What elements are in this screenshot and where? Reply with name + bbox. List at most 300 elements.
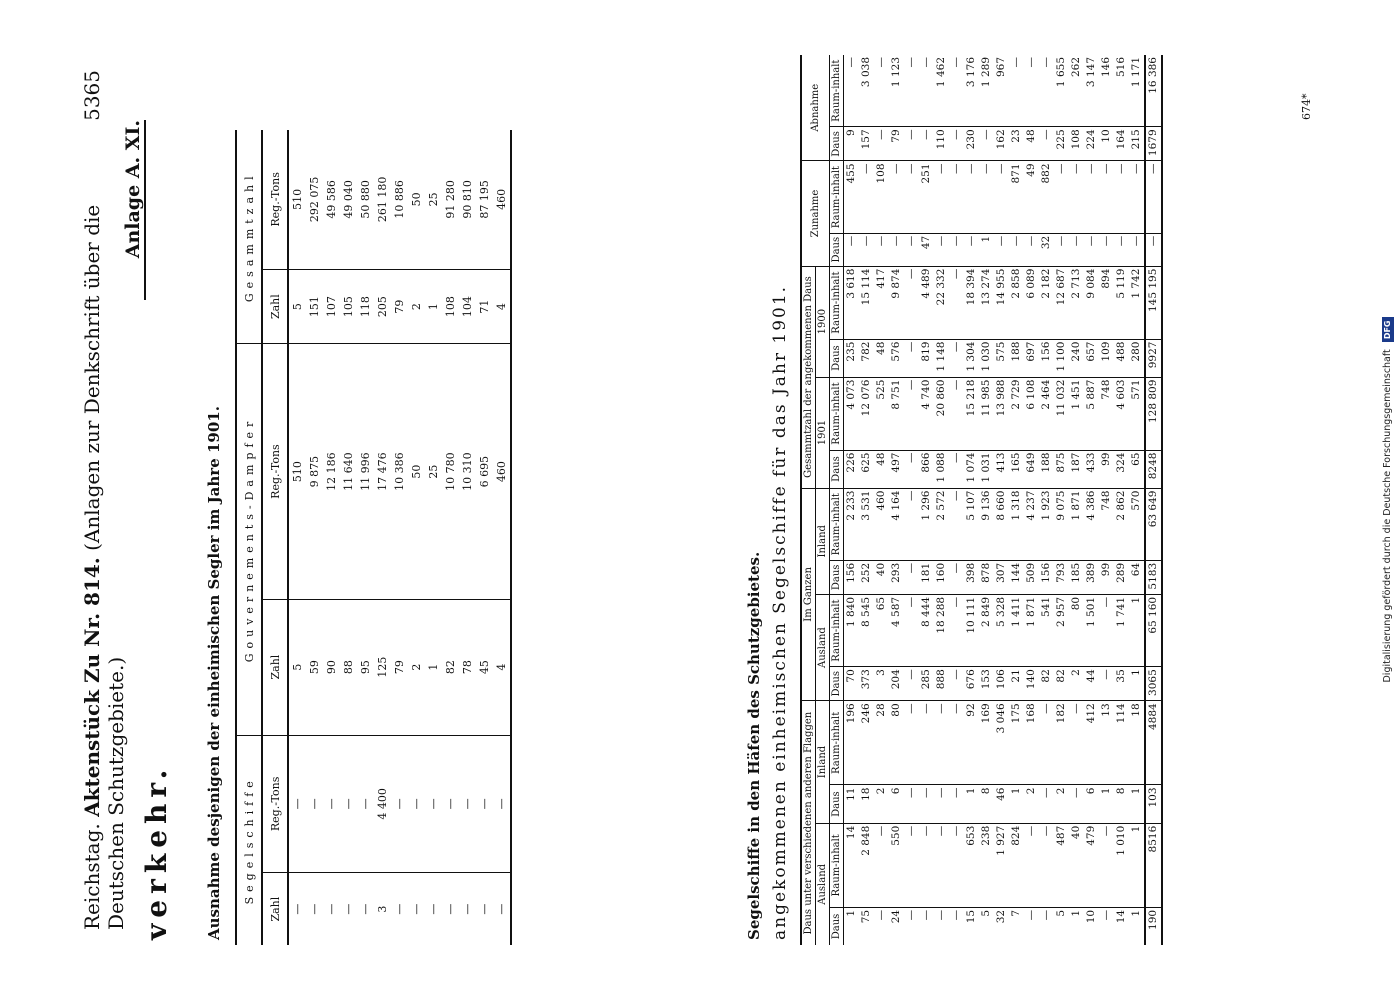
- table-cell: —: [493, 735, 511, 873]
- table-cell: 10 111: [964, 594, 979, 666]
- col-header: Raum-inhalt: [830, 377, 844, 450]
- table-cell: 389: [1084, 560, 1099, 594]
- col-header: Daus: [830, 127, 844, 161]
- table-cell: —: [934, 785, 949, 823]
- table-cell: —: [949, 701, 964, 785]
- table-cell: 398: [964, 560, 979, 594]
- table-cell: 289: [1114, 560, 1129, 594]
- table-cell: 967: [994, 55, 1009, 127]
- table-cell: 1 927: [994, 823, 1009, 907]
- table-cell: 9 875: [306, 344, 323, 599]
- table-cell: 3 038: [859, 55, 874, 127]
- table-cell: —: [1084, 161, 1099, 233]
- table-cell: 3 176: [964, 55, 979, 127]
- table-cell: 1 655: [1054, 55, 1069, 127]
- table-cell: 417: [874, 266, 889, 339]
- table-cell: 109: [1099, 339, 1114, 377]
- table-cell: —: [904, 823, 919, 907]
- table-cell: 175: [1009, 701, 1024, 785]
- table-cell: 1 088: [934, 450, 949, 488]
- table-cell: 541: [1039, 594, 1054, 666]
- table-cell: 215: [1129, 127, 1145, 161]
- table-cell: 20 860: [934, 377, 949, 450]
- table-cell: —: [904, 339, 919, 377]
- table-cell: —: [1099, 594, 1114, 666]
- table-cell: —: [874, 823, 889, 907]
- table-cell: 8 751: [889, 377, 904, 450]
- table-row: [994, 55, 1009, 945]
- table-cell: —: [1069, 785, 1084, 823]
- col-header: Daus: [830, 907, 844, 945]
- table-row: [425, 130, 442, 945]
- table-row: [323, 130, 340, 945]
- table-cell: —: [934, 233, 949, 266]
- table-cell: 8 660: [994, 488, 1009, 560]
- table-row: [874, 55, 889, 945]
- table-cell: 488: [1114, 339, 1129, 377]
- col-header: Daus: [830, 667, 844, 701]
- table-row: [374, 130, 391, 945]
- table-cell: —: [949, 823, 964, 907]
- table-cell: 18: [1129, 701, 1145, 785]
- table-cell: 433: [1084, 450, 1099, 488]
- group-header: Gesammtzahl der angekommenen Daus: [801, 266, 816, 488]
- table-cell: 871: [1009, 161, 1024, 233]
- table-cell: 1 100: [1054, 339, 1069, 377]
- table-cell: 162: [994, 127, 1009, 161]
- sub-header: 1901: [816, 377, 830, 488]
- table-cell: —: [994, 161, 1009, 233]
- table-cell: 5: [288, 269, 306, 344]
- table-cell: 91 280: [442, 130, 459, 269]
- table-cell: 10 310: [459, 344, 476, 599]
- col-header: Daus: [830, 339, 844, 377]
- table-cell: —: [904, 55, 919, 127]
- table-cell: 5: [1055, 909, 1067, 917]
- table-cell: 1: [1129, 667, 1145, 701]
- table-cell: 2 464: [1039, 377, 1054, 450]
- table-row: [1054, 55, 1069, 945]
- table-cell: 204: [889, 667, 904, 701]
- table-cell: 262: [1069, 55, 1084, 127]
- total-cell: 145 195: [1145, 266, 1162, 339]
- header-aktenstueck: Aktenstück Zu Nr. 814.: [80, 557, 104, 817]
- col-header: Raum-inhalt: [830, 823, 844, 907]
- total-cell: 128 809: [1145, 377, 1162, 450]
- table-cell: 455: [844, 161, 860, 233]
- table-cell: 3 618: [844, 266, 860, 339]
- table-cell: 324: [1114, 450, 1129, 488]
- table-cell: —: [874, 127, 889, 161]
- col-header: Raum-inhalt: [830, 594, 844, 666]
- table-cell: 188: [1039, 450, 1054, 488]
- table-cell: 169: [979, 701, 994, 785]
- table-cell: 460: [874, 488, 889, 560]
- table-cell: 460: [493, 130, 511, 269]
- table-cell: —: [1024, 55, 1039, 127]
- col-header: Raum-inhalt: [830, 488, 844, 560]
- table-cell: —: [1084, 233, 1099, 266]
- table-cell: 1 840: [844, 594, 860, 666]
- table-cell: 32: [995, 909, 1007, 924]
- table-cell: —: [495, 903, 508, 915]
- col-header: Daus: [830, 233, 844, 266]
- table-cell: 99: [1099, 450, 1114, 488]
- table-cell: —: [949, 560, 964, 594]
- table-row: [408, 130, 425, 945]
- page-header: [80, 70, 128, 930]
- table-cell: 225: [1054, 127, 1069, 161]
- table-row: [459, 130, 476, 945]
- table-cell: 108: [874, 161, 889, 233]
- table-cell: 48: [874, 450, 889, 488]
- table-cell: —: [1039, 785, 1054, 823]
- table-cell: —: [949, 233, 964, 266]
- table-cell: —: [949, 667, 964, 701]
- table-cell: —: [904, 161, 919, 233]
- table-cell: 2: [1069, 667, 1084, 701]
- table-cell: 240: [1069, 339, 1084, 377]
- table-row: [391, 130, 408, 945]
- table-cell: 49: [1024, 161, 1039, 233]
- table-cell: —: [919, 701, 934, 785]
- group-header: Im Ganzen: [801, 488, 816, 701]
- table-row: [934, 55, 949, 945]
- table-cell: 875: [1054, 450, 1069, 488]
- table-cell: 1 289: [979, 55, 994, 127]
- table-row: [859, 55, 874, 945]
- table-cell: 4 073: [844, 377, 860, 450]
- table-segler: [235, 130, 512, 945]
- table-cell: 261 180: [374, 130, 391, 269]
- table-cell: 187: [1069, 450, 1084, 488]
- table-cell: 11 032: [1054, 377, 1069, 450]
- table-cell: 1 318: [1009, 488, 1024, 560]
- table-cell: 1 030: [979, 339, 994, 377]
- table-cell: 24: [890, 909, 902, 924]
- table-cell: —: [1025, 909, 1037, 921]
- table-cell: 7: [1010, 909, 1022, 917]
- table-row: [844, 55, 860, 945]
- table-cell: —: [904, 266, 919, 339]
- table-cell: 1: [425, 599, 442, 735]
- table-cell: 4 587: [889, 594, 904, 666]
- table-cell: 160: [934, 560, 949, 594]
- table-cell: —: [919, 785, 934, 823]
- table-cell: 5 107: [964, 488, 979, 560]
- table-cell: 2 182: [1039, 266, 1054, 339]
- table2-subtitle: angekommenen einheimischen Segelschiffe für das Jahr 1901.: [770, 284, 790, 940]
- table-cell: 1 074: [964, 450, 979, 488]
- col-header: Zahl: [262, 269, 288, 344]
- table-cell: 146: [1099, 55, 1114, 127]
- table-cell: 509: [1024, 560, 1039, 594]
- table-cell: 3: [874, 667, 889, 701]
- table-cell: —: [408, 735, 425, 873]
- table-cell: 15 114: [859, 266, 874, 339]
- table-cell: 25: [425, 130, 442, 269]
- table-cell: 676: [964, 667, 979, 701]
- table-cell: 12 076: [859, 377, 874, 450]
- table-cell: 4 489: [919, 266, 934, 339]
- table-cell: 251: [919, 161, 934, 233]
- table-cell: —: [425, 735, 442, 873]
- total-cell: 5183: [1145, 560, 1162, 594]
- table-cell: —: [410, 903, 423, 915]
- table-cell: 1: [1129, 823, 1145, 907]
- table-cell: —: [949, 450, 964, 488]
- table-cell: —: [859, 233, 874, 266]
- table-row: [306, 130, 323, 945]
- total-cell: 65 160: [1145, 594, 1162, 666]
- table-cell: —: [1009, 233, 1024, 266]
- table-cell: 65: [1129, 450, 1145, 488]
- table-cell: 14: [844, 823, 860, 907]
- table-cell: —: [325, 903, 338, 915]
- page-number: 5365: [80, 70, 104, 121]
- group-header: Abnahme: [801, 55, 830, 161]
- section-heading: verkehr.: [140, 763, 173, 940]
- group-header: Daus unter verschiedenen anderen Flaggen: [801, 701, 816, 945]
- table-cell: 11 996: [357, 344, 374, 599]
- table-cell: 653: [964, 823, 979, 907]
- table-cell: 1 741: [1114, 594, 1129, 666]
- table-cell: —: [1009, 55, 1024, 127]
- table-cell: 1 923: [1039, 488, 1054, 560]
- table-cell: —: [342, 903, 355, 915]
- table-cell: 2 713: [1069, 266, 1084, 339]
- table-cell: 5: [288, 599, 306, 735]
- table-cell: 2 858: [1009, 266, 1024, 339]
- table-cell: 292 075: [306, 130, 323, 269]
- table-cell: 9 075: [1054, 488, 1069, 560]
- table-cell: 824: [1009, 823, 1024, 907]
- table-cell: —: [904, 701, 919, 785]
- table-cell: 99: [1099, 560, 1114, 594]
- table-cell: 188: [1009, 339, 1024, 377]
- table-cell: 8 545: [859, 594, 874, 666]
- total-cell: 8248: [1145, 450, 1162, 488]
- table-cell: 50: [408, 130, 425, 269]
- table-cell: —: [889, 161, 904, 233]
- table-cell: 649: [1024, 450, 1039, 488]
- table-cell: —: [1024, 823, 1039, 907]
- table-cell: 235: [844, 339, 860, 377]
- table-cell: —: [844, 55, 860, 127]
- table-cell: —: [340, 735, 357, 873]
- table-cell: 307: [994, 560, 1009, 594]
- table-cell: —: [904, 233, 919, 266]
- total-cell: 4884: [1145, 701, 1162, 785]
- table-cell: 2: [1024, 785, 1039, 823]
- table-cell: 9: [844, 127, 860, 161]
- table-cell: —: [905, 909, 917, 921]
- table-cell: 48: [874, 339, 889, 377]
- col-header: Zahl: [262, 599, 288, 735]
- table-cell: 70: [844, 667, 860, 701]
- table-cell: 1 871: [1069, 488, 1084, 560]
- table-row: [476, 130, 493, 945]
- table-cell: 479: [1084, 823, 1099, 907]
- table-cell: 40: [874, 560, 889, 594]
- total-cell: 3065: [1145, 667, 1162, 701]
- table-cell: 1: [845, 909, 857, 917]
- table-row: [493, 130, 511, 945]
- table-cell: —: [1039, 55, 1054, 127]
- table-cell: 894: [1099, 266, 1114, 339]
- header-title: (Anlagen zur Denkschrift über die Deutschen Schutzgebiete.): [80, 204, 128, 930]
- table-cell: —: [934, 823, 949, 907]
- table-cell: —: [949, 594, 964, 666]
- table-cell: 570: [1129, 488, 1145, 560]
- table-cell: —: [919, 55, 934, 127]
- table-cell: —: [1100, 909, 1112, 921]
- table-cell: 238: [979, 823, 994, 907]
- table-cell: —: [1099, 823, 1114, 907]
- table-cell: 108: [1069, 127, 1084, 161]
- table-cell: 47: [919, 233, 934, 266]
- table-cell: 10: [1099, 127, 1114, 161]
- table2-body: [844, 55, 1163, 945]
- table-cell: —: [875, 909, 887, 921]
- table-cell: 92: [964, 701, 979, 785]
- table-cell: —: [1054, 161, 1069, 233]
- table-cell: 4: [493, 599, 511, 735]
- table-cell: 6 089: [1024, 266, 1039, 339]
- sub-header: 1900: [816, 266, 830, 377]
- table-cell: —: [1129, 161, 1145, 233]
- table-cell: —: [904, 488, 919, 560]
- table-daus: [800, 55, 1163, 945]
- table-cell: 5 887: [1084, 377, 1099, 450]
- table-cell: 32: [1039, 233, 1054, 266]
- table-cell: 878: [979, 560, 994, 594]
- table-row: [889, 55, 904, 945]
- table-cell: —: [979, 161, 994, 233]
- table-cell: 2 848: [859, 823, 874, 907]
- table-cell: 28: [874, 701, 889, 785]
- table-cell: 1 123: [889, 55, 904, 127]
- col-header: Daus: [830, 560, 844, 594]
- table-cell: 205: [374, 269, 391, 344]
- table-cell: —: [964, 233, 979, 266]
- table-cell: —: [919, 127, 934, 161]
- table-cell: —: [459, 735, 476, 873]
- table-cell: 510: [288, 130, 306, 269]
- table-cell: 10: [1085, 909, 1097, 924]
- table-cell: —: [1039, 823, 1054, 907]
- table-cell: —: [393, 903, 406, 915]
- table-cell: —: [904, 450, 919, 488]
- table-cell: 104: [459, 269, 476, 344]
- total-cell: 190: [1145, 907, 1162, 945]
- table-cell: —: [904, 667, 919, 701]
- table-cell: —: [444, 903, 457, 915]
- table-cell: 1: [1130, 909, 1142, 917]
- table-cell: 819: [919, 339, 934, 377]
- credit-text: Digitalisierung gefördert durch die Deutsche Forschungsgemeinschaft: [1382, 349, 1393, 683]
- table-cell: 35: [1114, 667, 1129, 701]
- table-cell: —: [442, 735, 459, 873]
- table-cell: 4 400: [374, 735, 391, 873]
- table-cell: 550: [889, 823, 904, 907]
- table-cell: 151: [306, 269, 323, 344]
- table-row: [1069, 55, 1084, 945]
- table-cell: 156: [1039, 560, 1054, 594]
- table-cell: 88: [340, 599, 357, 735]
- table-cell: 10 780: [442, 344, 459, 599]
- table-cell: —: [919, 823, 934, 907]
- table-cell: —: [949, 127, 964, 161]
- table-cell: —: [1039, 701, 1054, 785]
- table-cell: 5 328: [994, 594, 1009, 666]
- table-cell: 625: [859, 450, 874, 488]
- table-cell: 50 880: [357, 130, 374, 269]
- dfg-logo: DFG: [1382, 318, 1394, 343]
- table-cell: 4 237: [1024, 488, 1039, 560]
- table-cell: 285: [919, 667, 934, 701]
- table-cell: 18: [859, 785, 874, 823]
- table-cell: 13 988: [994, 377, 1009, 450]
- digitization-credit: [1379, 0, 1397, 1000]
- table-cell: 49 586: [323, 130, 340, 269]
- col-header: Raum-inhalt: [830, 55, 844, 127]
- sub-header: Inland: [816, 701, 830, 823]
- table-cell: 4 386: [1084, 488, 1099, 560]
- group-header: Zunahme: [801, 161, 830, 266]
- table-cell: 525: [874, 377, 889, 450]
- col-header: Zahl: [262, 873, 288, 945]
- table-cell: 6: [1084, 785, 1099, 823]
- table-cell: 12 687: [1054, 266, 1069, 339]
- table-row: [1024, 55, 1039, 945]
- col-header: Daus: [830, 785, 844, 823]
- table-cell: 80: [1069, 594, 1084, 666]
- total-cell: 8516: [1145, 823, 1162, 907]
- table-cell: 2 849: [979, 594, 994, 666]
- table-cell: 164: [1114, 127, 1129, 161]
- table-row: [442, 130, 459, 945]
- table-cell: —: [904, 560, 919, 594]
- table-cell: 576: [889, 339, 904, 377]
- table-cell: 5: [980, 909, 992, 917]
- table-row: [949, 55, 964, 945]
- table-row: [357, 130, 374, 945]
- table-row: [919, 55, 934, 945]
- table-cell: 4: [493, 269, 511, 344]
- table-cell: 44: [1084, 667, 1099, 701]
- table-cell: 748: [1099, 377, 1114, 450]
- table-row: [1009, 55, 1024, 945]
- table-cell: —: [1024, 233, 1039, 266]
- table-cell: —: [357, 735, 374, 873]
- table-cell: 230: [964, 127, 979, 161]
- table-cell: —: [994, 233, 1009, 266]
- table-cell: 9 136: [979, 488, 994, 560]
- table-cell: 71: [476, 269, 493, 344]
- table-cell: 9 874: [889, 266, 904, 339]
- table-cell: —: [1129, 233, 1145, 266]
- table-cell: —: [949, 266, 964, 339]
- table-cell: 18 288: [934, 594, 949, 666]
- table-cell: 2: [408, 269, 425, 344]
- table-cell: 40: [1069, 823, 1084, 907]
- table-cell: 2 233: [844, 488, 860, 560]
- table-cell: —: [920, 909, 932, 921]
- table-cell: —: [476, 735, 493, 873]
- table-cell: 487: [1054, 823, 1069, 907]
- table-cell: 165: [1009, 450, 1024, 488]
